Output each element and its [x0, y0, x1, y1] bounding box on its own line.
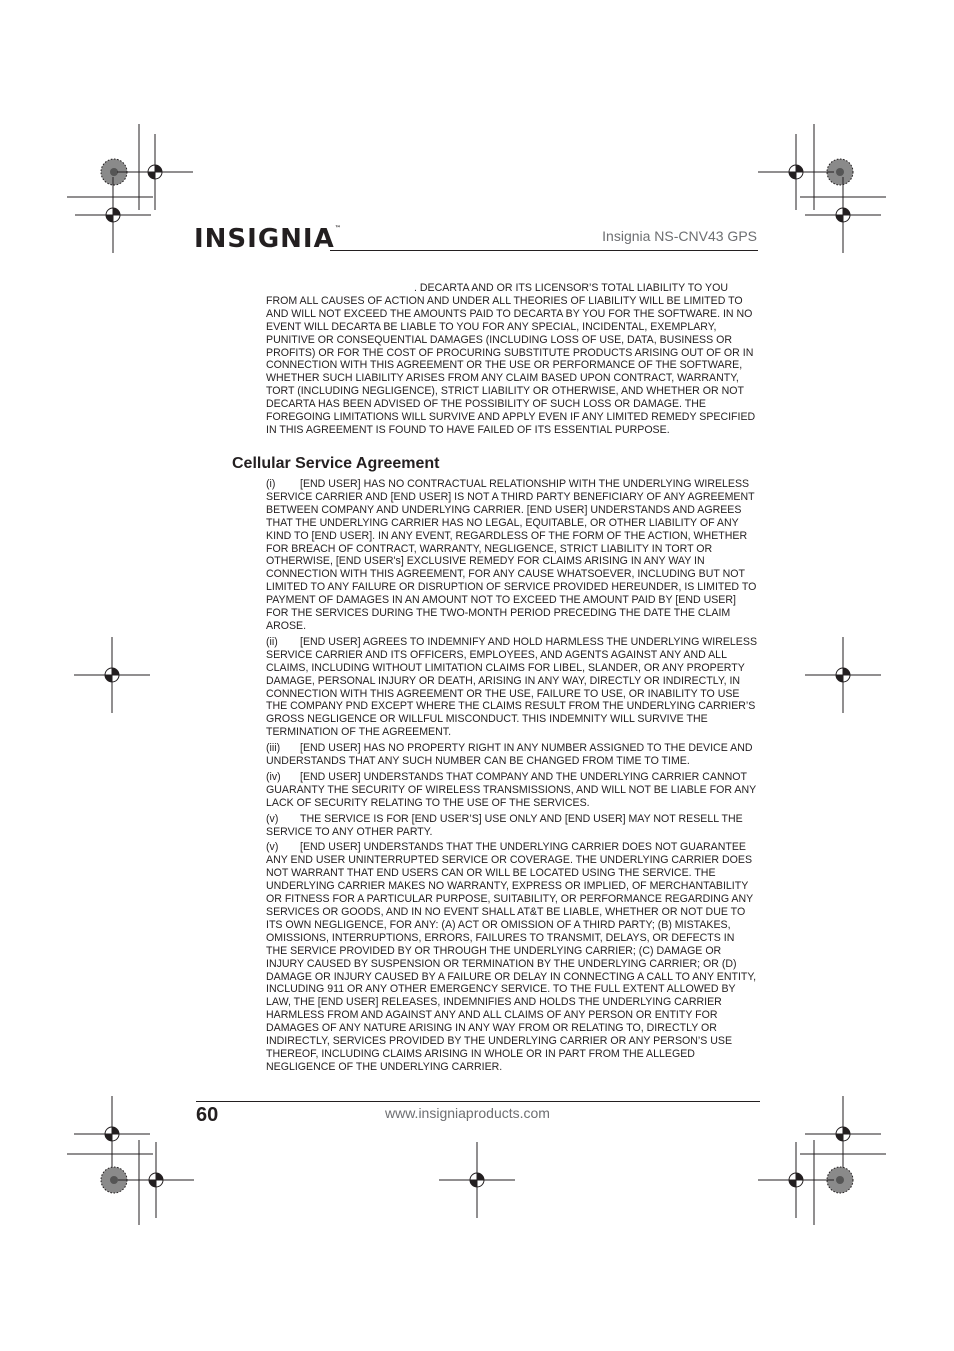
clause-number: (i) — [266, 478, 276, 490]
section-heading: Cellular Service Agreement — [232, 455, 440, 472]
clause-v-resale — [266, 813, 758, 839]
clause-list — [266, 478, 758, 1077]
clause-iv — [266, 771, 758, 810]
clause-number: (iv) — [266, 770, 281, 783]
trademark-mark: ™ — [334, 225, 341, 232]
clause-text: [END USER] UNDERSTANDS THAT COMPANY AND THE UNDERLYING CARRIER CANNOT GUARANTY THE SECURITY OF WIRELESS TRANSMISSIONS, AND WILL NOT BE LIABLE FOR ANY LACK OF SECURITY RELATING TO THE USE OF THE SERVICES. — [266, 770, 756, 809]
clause-iii — [266, 742, 758, 768]
document-title: Insignia NS-CNV43 GPS — [602, 228, 757, 244]
clause-ii — [266, 636, 758, 739]
clause-number: (v) — [266, 812, 279, 825]
footer-rule — [196, 1101, 760, 1102]
liability-paragraph-body: FROM ALL CAUSES OF ACTION AND UNDER ALL THEORIES OF LIABILITY WILL BE LIMITED TO AND WILL NOT EXCEED THE AMOUNTS PAID TO DECARTA BY YOU FOR THE SOFTWARE. IN NO EVENT WILL DECARTA BE LIABLE TO YOU FOR ANY SPECIAL, INCIDENTAL, EXEMPLARY, PUNITIVE OR CONSEQUENTIAL DAMAGES (INCLUDING LOSS OF USE, DATA, BUSINESS OR PROFITS) OR FOR THE COST OF PROCURING SUBSTITUTE PRODUCTS ARISING OUT OF OR IN CONNECTION WITH THIS AGREEMENT OR THE USE OR PERFORMANCE OF THE SOFTWARE, WHETHER SUCH LIABILITY ARISES FROM ANY CLAIM BASED UPON CONTRACT, WARRANTY, TORT (INCLUDING NEGLIGENCE), STRICT LIABILITY OR OTHERWISE, AND WHETHER OR NOT DECARTA HAS BEEN ADVISED OF THE POSSIBILITY OF SUCH LOSS OR DAMAGE. THE FOREGOING LIMITATIONS WILL SURVIVE AND APPLY EVEN IF ANY LIMITED REMEDY SPECIFIED IN THIS AGREEMENT IS FOUND TO HAVE FAILED OF ITS ESSENTIAL PURPOSE. — [266, 294, 756, 436]
clause-text: [END USER] AGREES TO INDEMNIFY AND HOLD HARMLESS THE UNDERLYING WIRELESS SERVICE CARRIER AND ITS OFFICERS, EMPLOYEES, AND AGENTS AGAINST ANY AND ALL CLAIMS, INCLUDING WITHOUT LIMITATION CLAIMS FOR LIBEL, SLANDER, OR ANY PROPERTY DAMAGE, PERSONAL INJURY OR DEATH, ARISING IN ANY WAY, DIRECTLY OR INDIRECTLY, IN CONNECTION WITH THIS AGREEMENT OR THE USE, FAILURE TO USE, OR INABILITY TO USE THE COMPANY PND EXCEPT WHERE THE CLAIMS RESULT FROM THE UNDERLYING CARRIER’S GROSS NEGLIGENCE OR WILLFUL MISCONDUCT. THIS INDEMNITY WILL SURVIVE THE TERMINATION OF THE AGREEMENT. — [266, 635, 758, 739]
clause-text: [END USER] UNDERSTANDS THAT THE UNDERLYING CARRIER DOES NOT GUARANTEE ANY END USER UNINTERRUPTED SERVICE OR COVERAGE. THE UNDERLYING CARRIER DOES NOT WARRANT THAT END USERS CAN OR WILL BE LOCATED USING THE SERVICE. THE UNDERLYING CARRIER MAKES NO WARRANTY, EXPRESS OR IMPLIED, OF MERCHANTABILITY OR FITNESS FOR A PARTICULAR PURPOSE, SUITABILITY, OR PERFORMANCE REGARDING ANY SERVICES OR GOODS, AND IN NO EVENT SHALL AT&T BE LIABLE, WHETHER OR NOT DUE TO ITS OWN NEGLIGENCE, FOR ANY: (A) ACT OR OMISSION OF A THIRD PARTY; (B) MISTAKES, OMISSIONS, INTERRUPTIONS, ERRORS, FAILURES TO TRANSMIT, DELAYS, OR DEFECTS IN THE SERVICE PROVIDED BY OR THROUGH THE UNDERLYING CARRIER; (C) DAMAGE OR INJURY CAUSED BY SUSPENSION OR TERMINATION BY THE UNDERLYING CARRIER; OR (D) DAMAGE OR INJURY CAUSED BY A FAILURE OR DELAY IN CONNECTING A CALL TO ANY ENTITY, INCLUDING 911 OR ANY OTHER EMERGENCY SERVICE. TO THE FULL EXTENT ALLOWED BY LAW, THE [END USER] RELEASES, INDEMNIFIES AND HOLDS THE UNDERLYING CARRIER HARMLESS FROM AND AGAINST ANY AND ALL CLAIMS OF ANY PERSON OR ENTITY FOR DAMAGES OF ANY NATURE ARISING IN ANY WAY FROM OR RELATING TO, DIRECTLY OR INDIRECTLY, SERVICES PROVIDED BY THE UNDERLYING CARRIER OR ANY PERSON’S USE THEREOF, INCLUDING CLAIMS ARISING IN WHOLE OR IN PART FROM THE ALLEGED NEGLIGENCE OF THE UNDERLYING CARRIER. — [266, 841, 757, 1073]
clause-number: (v) — [266, 841, 279, 854]
clause-number: (ii) — [266, 635, 278, 648]
clause-v-coverage — [266, 841, 758, 1073]
brand-logo-text: INSIGNIA — [194, 224, 335, 254]
clause-number: (iii) — [266, 742, 281, 755]
clause-text: [END USER] HAS NO CONTRACTUAL RELATIONSHIP WITH THE UNDERLYING WIRELESS SERVICE CARRIER AND [END USER] IS NOT A THIRD PARTY BENEFICIARY OF ANY AGREEMENT BETWEEN COMPANY AND UNDERLYING CARRIER. [END USER] UNDERSTANDS AND AGREES THAT THE UNDERLYING CARRIER HAS NO LEGAL, EQUITABLE, OR OTHER LIABILITY OF ANY KIND TO [END USER]. IN ANY EVENT, REGARDLESS OF THE FORM OF THE ACTION, WHETHER FOR BREACH OF CONTRACT, WARRANTY, NEGLIGENCE, STRICT LIABILITY IN TORT OR OTHERWISE, [END USER's] EXCLUSIVE REMEDY FOR CLAIMS ARISING IN ANY WAY IN CONNECTION WITH THIS AGREEMENT, FOR ANY CAUSE WHATSOEVER, INCLUDING BUT NOT LIMITED TO ANY FAILURE OR DISRUPTION OF SERVICE PROVIDED HEREUNDER, IS LIMITED TO PAYMENT OF DAMAGES IN AN AMOUNT NOT TO EXCEED THE AMOUNT PAID BY [END USER] FOR THE SERVICES DURING THE TWO-MONTH PERIOD PRECEDING THE DATE THE CLAIM AROSE. — [266, 478, 757, 632]
header-rule — [330, 250, 758, 251]
liability-paragraph-first-line: . DECARTA AND OR ITS LICENSOR’S TOTAL LIABILITY TO YOU — [414, 282, 728, 294]
page-number: 60 — [196, 1104, 219, 1126]
clause-text: [END USER] HAS NO PROPERTY RIGHT IN ANY NUMBER ASSIGNED TO THE DEVICE AND UNDERSTANDS THAT ANY SUCH NUMBER CAN BE CHANGED FROM TIME TO TIME. — [266, 742, 753, 768]
liability-paragraph — [266, 282, 758, 437]
clause-i — [266, 478, 758, 633]
clause-text: THE SERVICE IS FOR [END USER’S] USE ONLY AND [END USER] MAY NOT RESELL THE SERVICE TO ANY OTHER PARTY. — [266, 812, 743, 838]
footer-url: www.insigniaproducts.com — [385, 1105, 550, 1121]
brand-logo — [194, 226, 341, 252]
